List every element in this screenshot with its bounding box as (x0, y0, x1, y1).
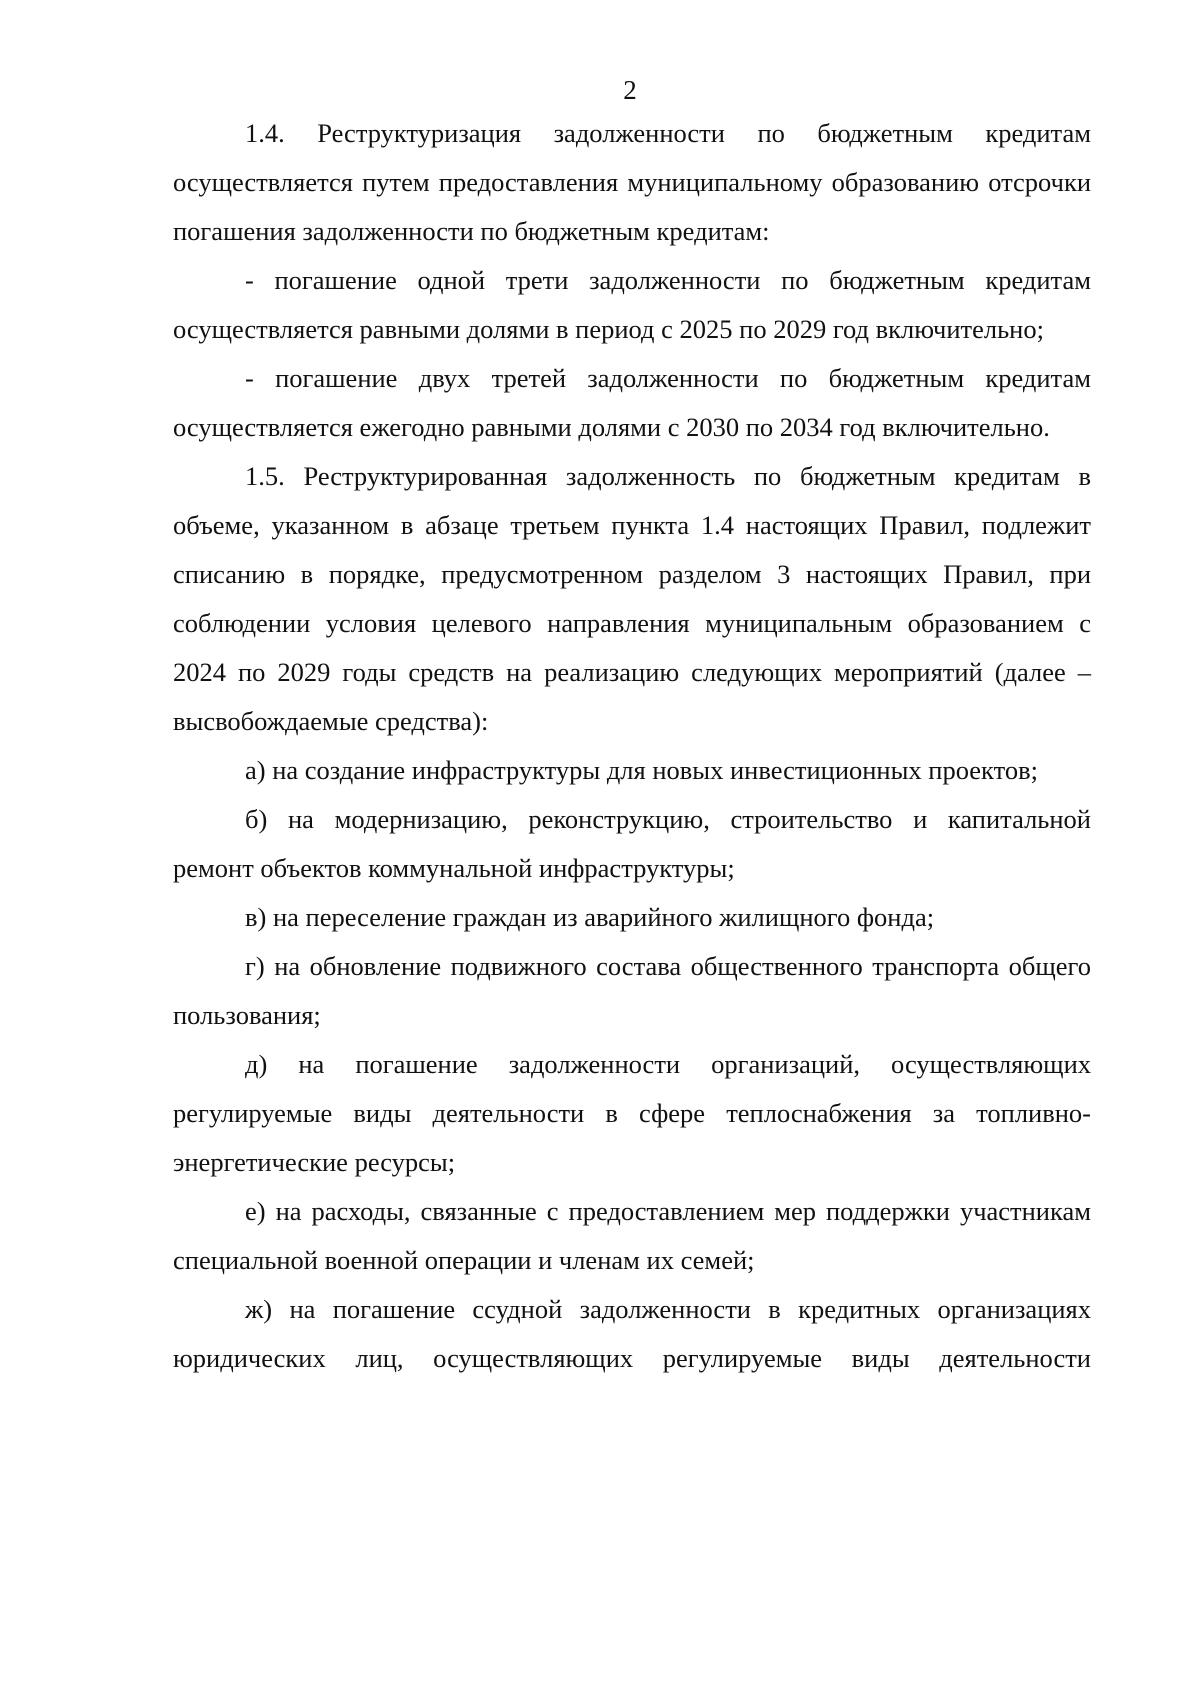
paragraph-1-5: 1.5. Реструктурированная задолженность по бюджетным кредитам в объеме, указанном в абзаце третьем пункта 1.4 настоящих Правил, подлежит списанию в порядке, предусмотренном разделом 3 настоящих Правил, при соблюдении условия целевого направления муниципальным образованием с 2024 по 2029 годы средств на реализацию следующих мероприятий (далее – высвобождаемые средства): (173, 461, 1091, 736)
paragraph-repayment-two-thirds: - погашение двух третей задолженности по бюджетным кредитам осуществляется ежегодно равными долями с 2030 по 2034 год включительно. (173, 363, 1091, 442)
list-item-a: а) на создание инфраструктуры для новых инвестиционных проектов; (245, 755, 1038, 785)
document-body (173, 109, 1091, 1383)
list-item-d: д) на погашение задолженности организаций, осуществляющих регулируемые виды деятельности в сфере теплоснабжения за топливно-энергетические ресурсы; (173, 1049, 1091, 1177)
list-item-e: е) на расходы, связанные с предоставлением мер поддержки участникам специальной военной операции и членам их семей; (173, 1196, 1091, 1275)
list-item-zh: ж) на погашение ссудной задолженности в кредитных организациях юридических лиц, осуществляющих регулируемые виды деятельности (173, 1294, 1091, 1373)
list-item-v: в) на переселение граждан из аварийного жилищного фонда; (245, 902, 935, 932)
paragraph-repayment-one-third: - погашение одной трети задолженности по бюджетным кредитам осуществляется равными долями в период с 2025 по 2029 год включительно; (173, 265, 1091, 344)
list-item-b: б) на модернизацию, реконструкцию, строительство и капитальной ремонт объектов коммунальной инфраструктуры; (173, 804, 1091, 883)
paragraph-1-4: 1.4. Реструктуризация задолженности по бюджетным кредитам осуществляется путем предоставления муниципальному образованию отсрочки погашения задолженности по бюджетным кредитам: (173, 118, 1091, 246)
list-item-g: г) на обновление подвижного состава общественного транспорта общего пользования; (173, 951, 1091, 1030)
page-number: 2 (623, 75, 637, 105)
